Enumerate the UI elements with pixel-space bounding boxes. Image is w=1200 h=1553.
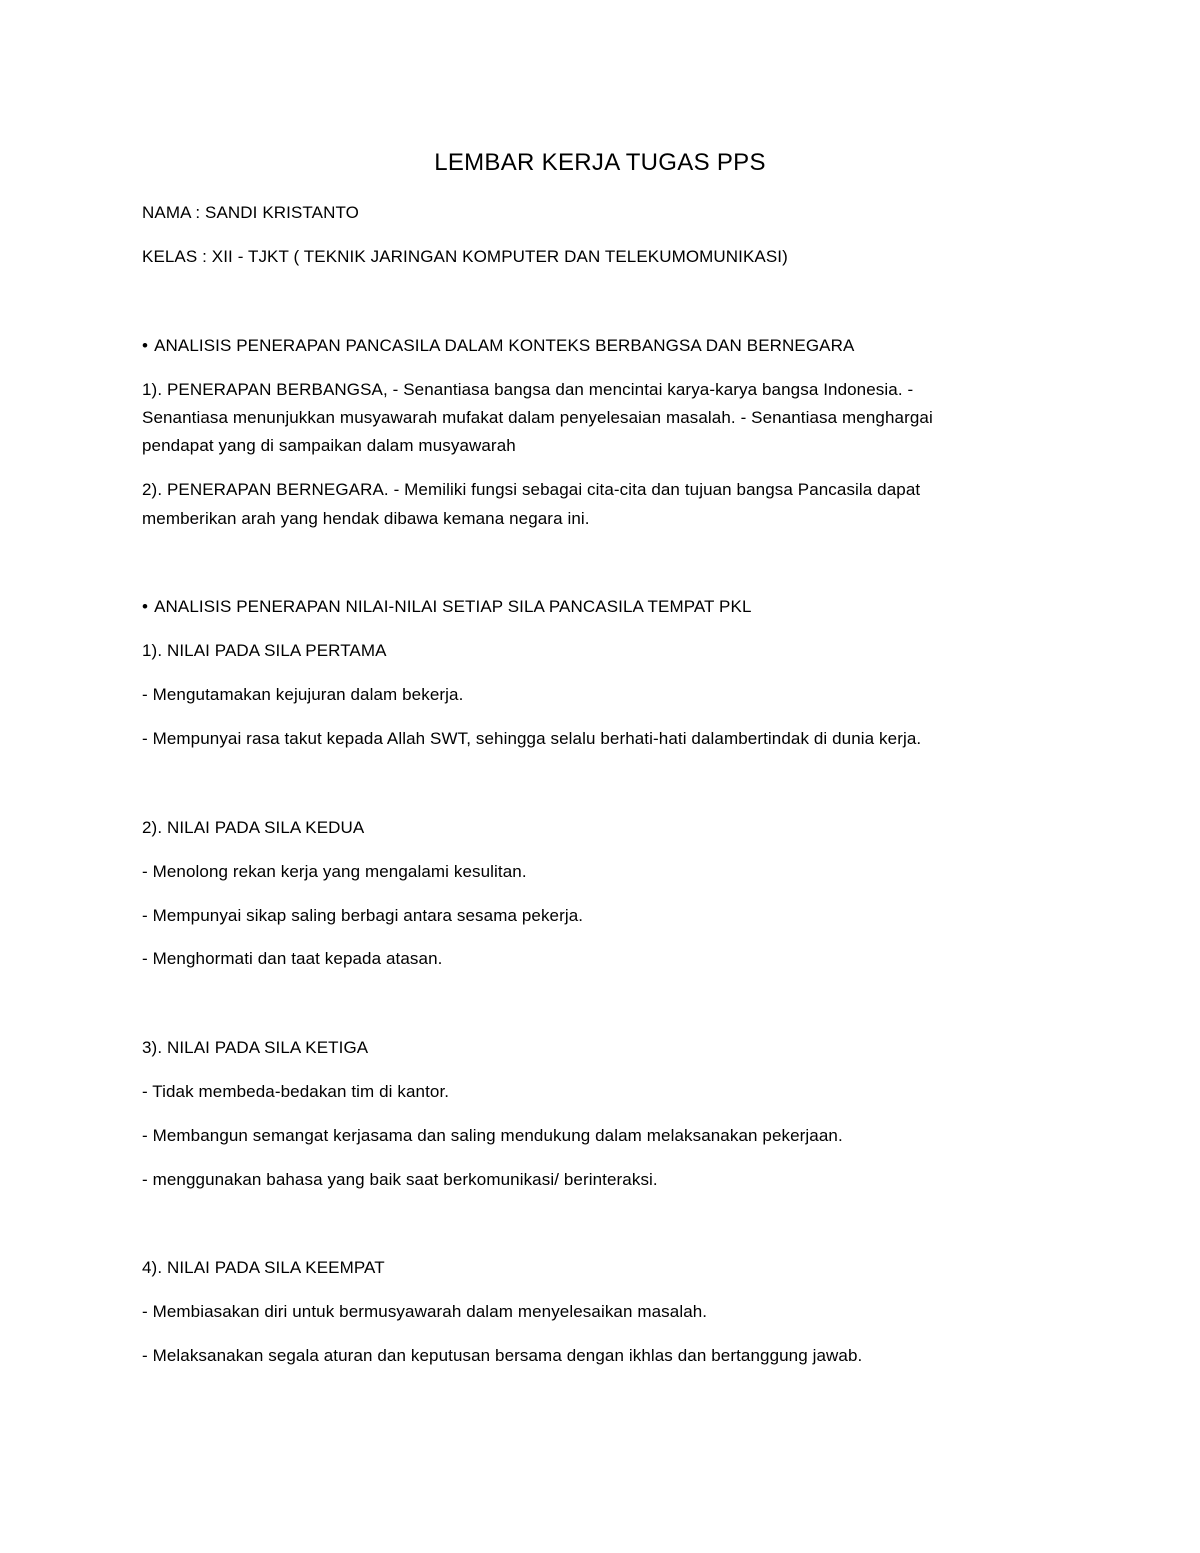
section2-heading-text: ANALISIS PENERAPAN NILAI-NILAI SETIAP SILA PANCASILA TEMPAT PKL — [154, 597, 752, 616]
sila1-point: - Mengutamakan kejujuran dalam bekerja. — [142, 685, 464, 704]
sila3-heading: 3). NILAI PADA SILA KETIGA — [142, 1038, 369, 1057]
section1-item1-line2: Senantiasa menunjukkan musyawarah mufakat dalam penyelesaian masalah. - Senantiasa menghargai — [142, 408, 933, 427]
section1-item2-line2: memberikan arah yang hendak dibawa kemana negara ini. — [142, 509, 590, 528]
bullet-icon: • — [142, 597, 149, 616]
sila1-heading: 1). NILAI PADA SILA PERTAMA — [142, 641, 387, 660]
document-title: LEMBAR KERJA TUGAS PPS — [434, 149, 766, 176]
bullet-icon: • — [142, 336, 149, 355]
sila4-heading: 4). NILAI PADA SILA KEEMPAT — [142, 1258, 385, 1277]
section1-item1-line1: 1). PENERAPAN BERBANGSA, - Senantiasa bangsa dan mencintai karya-karya bangsa Indonesia. - — [142, 380, 914, 399]
sila3-point: - Tidak membeda-bedakan tim di kantor. — [142, 1082, 450, 1101]
sila2-point: - Mempunyai sikap saling berbagi antara sesama pekerja. — [142, 906, 584, 925]
student-class: KELAS : XII - TJKT ( TEKNIK JARINGAN KOMPUTER DAN TELEKUMOMUNIKASI) — [142, 247, 788, 266]
sila3-point: - menggunakan bahasa yang baik saat berkomunikasi/ berinteraksi. — [142, 1170, 658, 1189]
sila2-heading: 2). NILAI PADA SILA KEDUA — [142, 818, 365, 837]
sila2-point: - Menghormati dan taat kepada atasan. — [142, 949, 443, 968]
sila3-point: - Membangun semangat kerjasama dan saling mendukung dalam melaksanakan pekerjaan. — [142, 1126, 843, 1145]
student-name: NAMA : SANDI KRISTANTO — [142, 203, 359, 222]
sila4-point: - Membiasakan diri untuk bermusyawarah dalam menyelesaikan masalah. — [142, 1302, 708, 1321]
section1-item2-line1: 2). PENERAPAN BERNEGARA. - Memiliki fungsi sebagai cita-cita dan tujuan bangsa Pancasila dapat — [142, 480, 921, 499]
section2-heading — [142, 596, 752, 618]
section1-item1-line3: pendapat yang di sampaikan dalam musyawarah — [142, 436, 516, 455]
section1-heading — [142, 335, 854, 357]
sila1-point: - Mempunyai rasa takut kepada Allah SWT, sehingga selalu berhati-hati dalambertindak di dunia kerja. — [142, 729, 922, 748]
section1-heading-text: ANALISIS PENERAPAN PANCASILA DALAM KONTEKS BERBANGSA DAN BERNEGARA — [154, 336, 855, 355]
sila2-point: - Menolong rekan kerja yang mengalami kesulitan. — [142, 862, 527, 881]
sila4-point: - Melaksanakan segala aturan dan keputusan bersama dengan ikhlas dan bertanggung jawab. — [142, 1346, 863, 1365]
